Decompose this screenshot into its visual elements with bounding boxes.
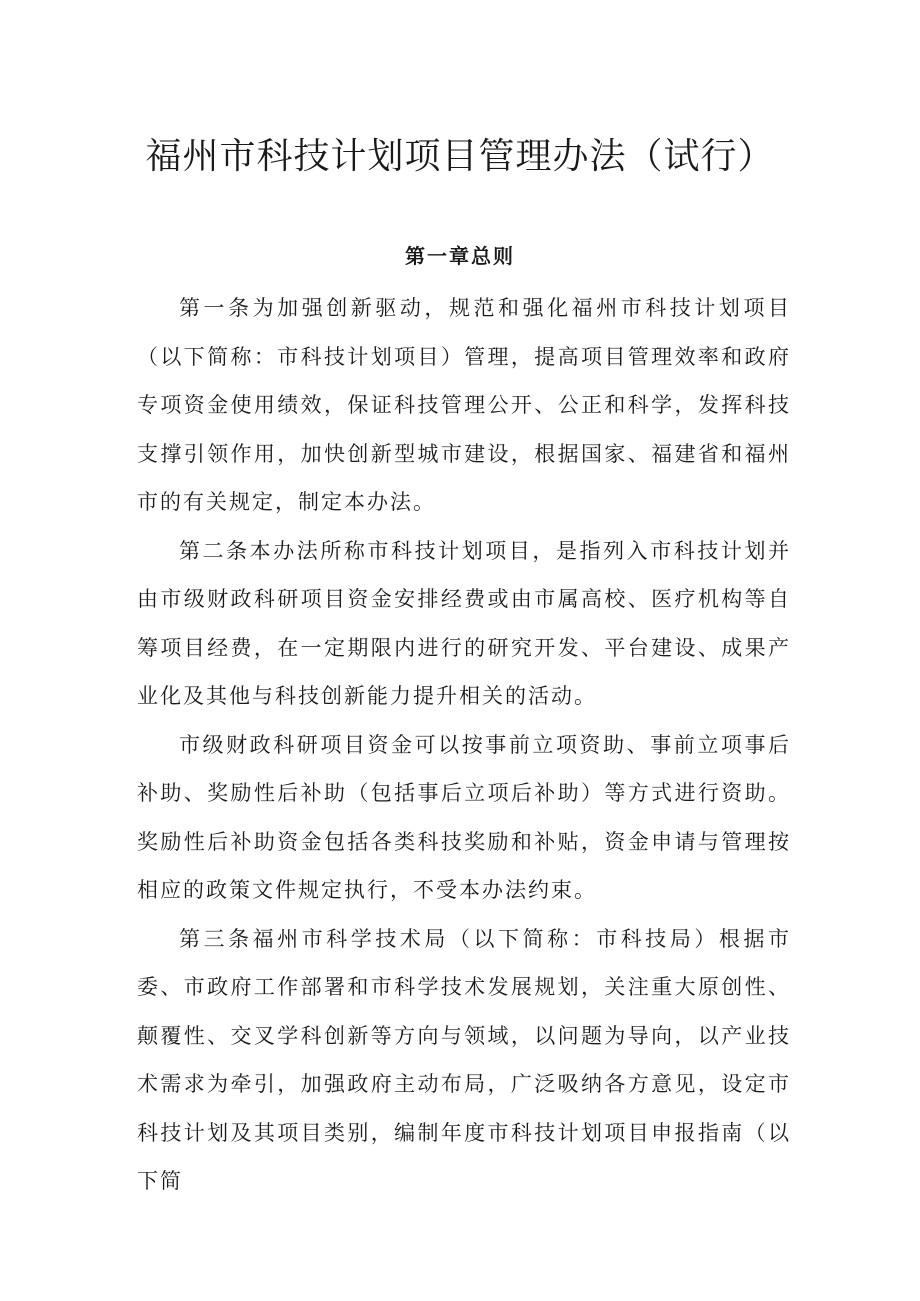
paragraph-article-3: 第三条福州市科学技术局（以下简称：市科技局）根据市委、市政府工作部署和市科学技术发展规划，关注重大原创性、颠覆性、交叉学科创新等方向与领域，以问题为导向，以产业技术需求为牵引，加强政府主动布局，广泛吸纳各方意见，设定市科技计划及其项目类别，编制年度市科技计划项目申报指南（以下简 bbox=[137, 926, 791, 1193]
paragraph-funding-methods: 市级财政科研项目资金可以按事前立项资助、事前立项事后补助、奖励性后补助（包括事后立项后补助）等方式进行资助。奖励性后补助资金包括各类科技奖励和补贴，资金申请与管理按相应的政策文件规定执行，不受本办法约束。 bbox=[137, 732, 791, 902]
paragraph-article-1: 第一条为加强创新驱动，规范和强化福州市科技计划项目（以下简称：市科技计划项目）管理，提高项目管理效率和政府专项资金使用绩效，保证科技管理公开、公正和科学，发挥科技支撑引领作用，加快创新型城市建设，根据国家、福建省和福州市的有关规定，制定本办法。 bbox=[137, 296, 791, 514]
paragraph-article-2: 第二条本办法所称市科技计划项目，是指列入市科技计划并由市级财政科研项目资金安排经费或由市属高校、医疗机构等自筹项目经费，在一定期限内进行的研究开发、平台建设、成果产业化及其他与科技创新能力提升相关的活动。 bbox=[137, 538, 791, 708]
document-body bbox=[137, 284, 791, 1206]
document-title: 福州市科技计划项目管理办法（试行） bbox=[145, 136, 775, 177]
chapter-heading: 第一章总则 bbox=[405, 244, 515, 268]
